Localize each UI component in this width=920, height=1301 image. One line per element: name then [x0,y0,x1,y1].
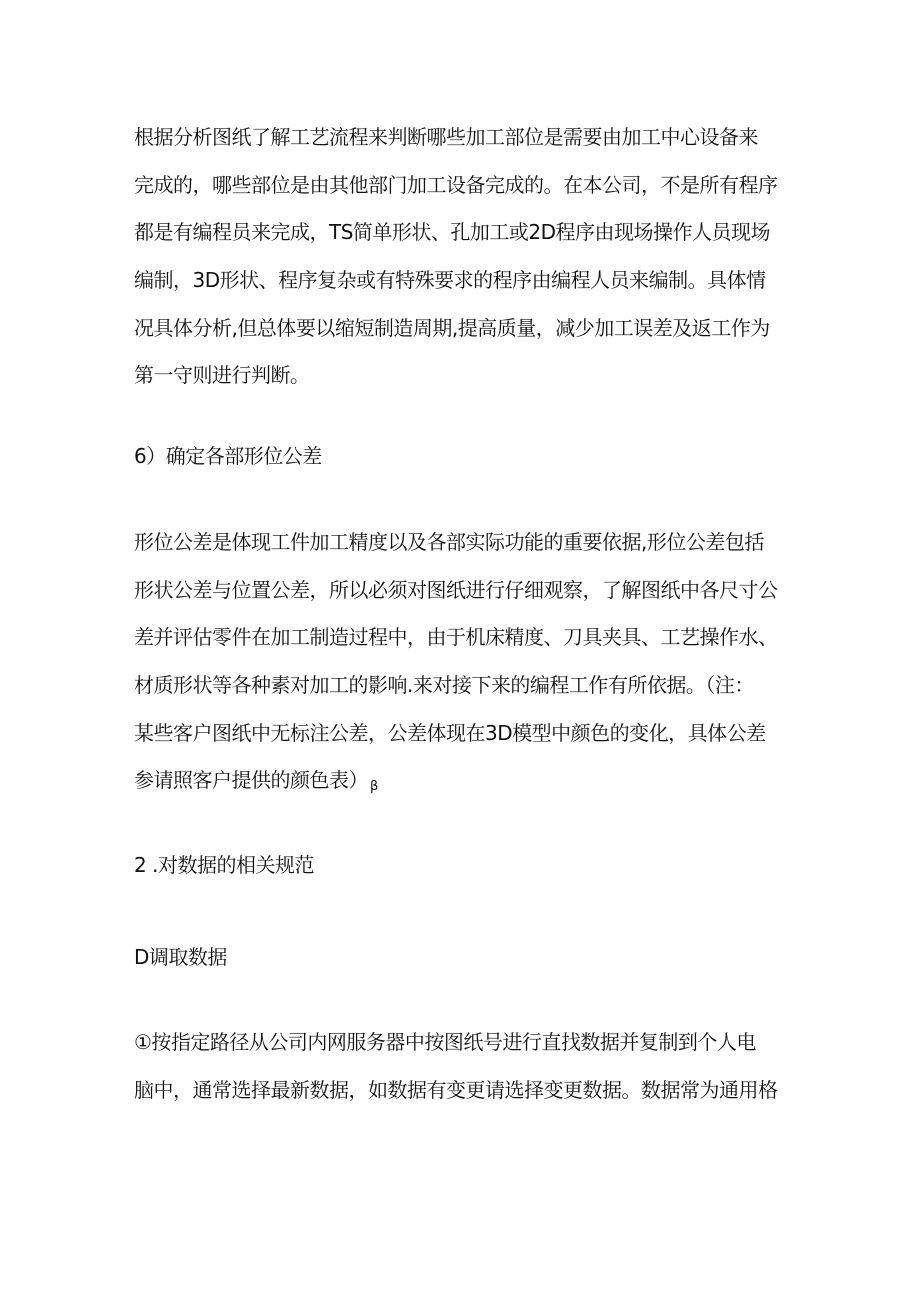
paragraph-2-line-6 [134,767,378,800]
paragraph-2-line-2: 形状公差与位置公差，所以必须对图纸进行仔细观察，了解图纸中各尺寸公 [134,578,778,602]
paragraph-2-line-5: 某些客户图纸中无标注公差，公差体现在3D模型中颜色的变化，具体公差 [134,721,766,745]
paragraph-1-line-4: 编制，3D形状、程序复杂或有特殊要求的程序由编程人员来编制。具体情 [134,268,766,292]
trailing-mark: β [370,779,378,794]
section-heading-2: 2 .对数据的相关规范 [134,853,314,877]
paragraph-1-line-5: 况具体分析,但总体要以缩短制造周期,提高质量，减少加工误差及返工作为 [134,316,770,340]
paragraph-2-line-1: 形位公差是体现工件加工精度以及各部实际功能的重要依据,形位公差包括 [134,530,764,554]
paragraph-1-line-1: 根据分析图纸了解工艺流程来判断哪些加工部位是需要由加工中心设备来 [134,125,758,149]
paragraph-2-line-3: 差并评估零件在加工制造过程中，由于机床精度、刀具夹具、工艺操作水、 [134,625,778,649]
paragraph-1-line-2: 完成的，哪些部位是由其他部门加工设备完成的。在本公司，不是所有程序 [134,173,778,197]
paragraph-1-line-6: 第一守则进行判断。 [134,363,310,387]
section-heading-d: D调取数据 [134,945,227,969]
section-heading-6: 6）确定各部形位公差 [134,444,322,468]
paragraph-2-line-4: 材质形状等各种素对加工的影响.来对接下来的编程工作有所依据。（注： [134,673,754,697]
paragraph-3-line-1: ①按指定路径从公司内网服务器中按图纸号进行直找数据并复制到个人电 [134,1030,756,1054]
paragraph-1-line-3: 都是有编程员来完成，TS简单形状、孔加工或2D程序由现场操作人员现场 [134,220,771,244]
paragraph-2-line-6-text: 参请照客户提供的颜色表） [134,768,368,792]
paragraph-3-line-2: 脑中，通常选择最新数据，如数据有变更请选择变更数据。数据常为通用格 [134,1078,778,1102]
